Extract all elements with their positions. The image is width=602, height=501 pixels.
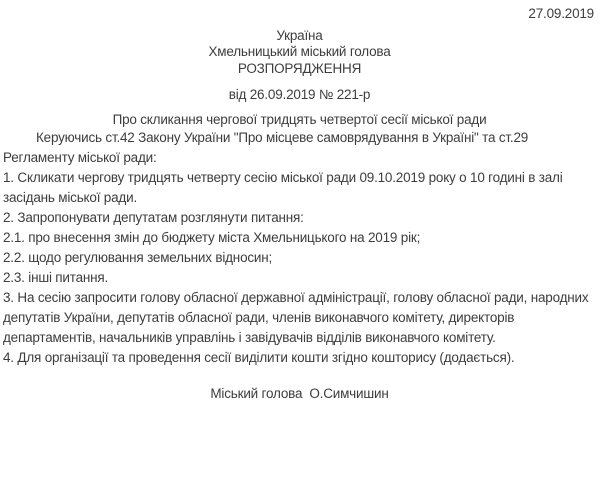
order-item-2: 2. Запропонувати депутатам розглянути питання:: [3, 209, 304, 225]
order-item-4: 4. Для організації та проведення сесії виділити кошти згідно кошторису (додається).: [3, 349, 515, 365]
document-title: Про скликання чергової тридцять четвертої сесії міської ради: [112, 111, 487, 127]
signature-line: Міський голова О.Симчишин: [210, 385, 389, 401]
order-item-2-2: 2.2. щодо регулювання земельних відносин;: [3, 249, 273, 265]
document-number-line: від 26.09.2019 № 221-р: [228, 86, 371, 102]
order-item-2-3: 2.3. інші питання.: [3, 269, 109, 285]
order-item-3: 3. На сесію запросити голову обласної державної адміністрації, голову обласної ради, народних депутатів України, депутатів обласної ради, членів виконавчого комітету, директорів департаментів, начальників управлінь і завідувачів відділів виконавчого комітету.: [3, 289, 589, 345]
header-country: Україна: [276, 28, 323, 43]
header-authority: Хмельницький міський голова: [208, 44, 391, 60]
document-header: [3, 28, 596, 77]
order-item-1: 1. Скликати чергову тридцять четверту сесію міської ради 09.10.2019 року о 10 годині в залі засідань міської ради.: [3, 169, 563, 205]
preamble-paragraph: Керуючись ст.42 Закону України "Про місцеве самоврядування в Україні" та ст.29 Регламенту міської ради:: [3, 129, 529, 165]
document-date: 27.09.2019: [528, 6, 594, 21]
document-body: [3, 128, 596, 368]
order-item-2-1: 2.1. про внесення змін до бюджету міста Хмельницького на 2019 рік;: [3, 229, 421, 245]
header-doc-type: РОЗПОРЯДЖЕННЯ: [237, 60, 362, 76]
